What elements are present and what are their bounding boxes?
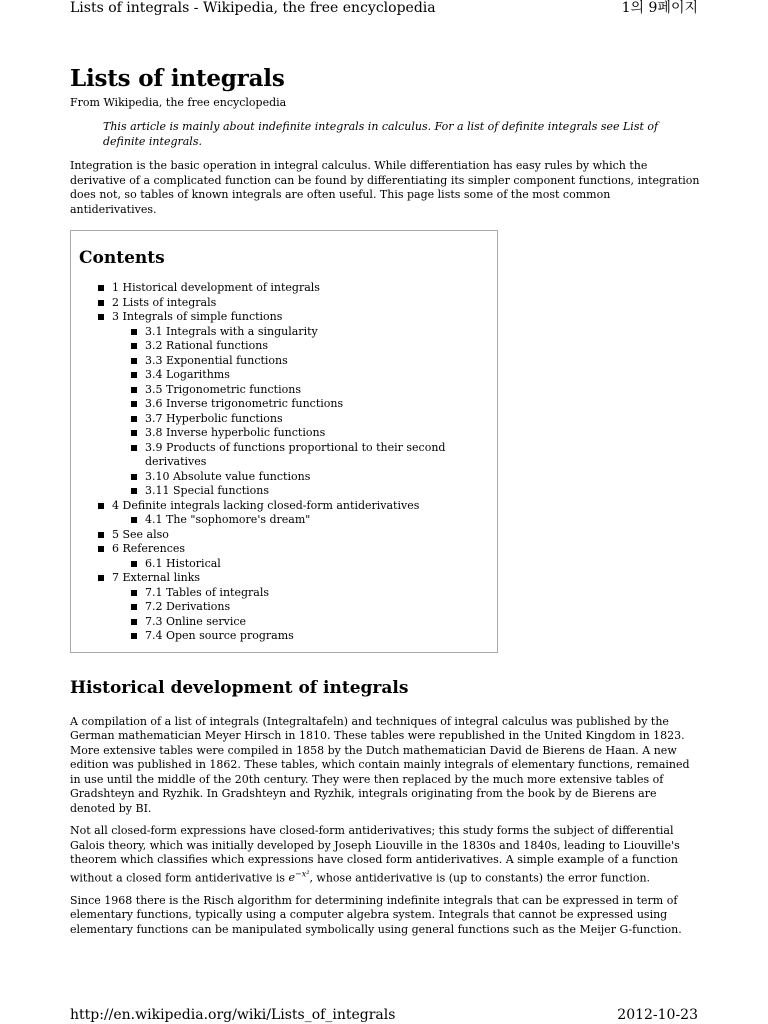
- toc-item[interactable]: 5 See also: [98, 528, 489, 543]
- toc-item[interactable]: 2 Lists of integrals: [98, 296, 489, 311]
- print-footer-date: 2012-10-23: [617, 1007, 698, 1023]
- toc-item[interactable]: 4 Definite integrals lacking closed-form antiderivatives: [98, 499, 489, 514]
- toc-item[interactable]: 6.1 Historical: [131, 557, 489, 572]
- intro-paragraph: Integration is the basic operation in integral calculus. While differentiation has easy rules by which the derivative of a complicated function can be found by differentiating its simpler component functions, integration does not, so tables of known integrals are often useful. This page lists some of the most common antiderivatives.: [70, 159, 700, 216]
- section-paragraph: Since 1968 there is the Risch algorithm for determining indefinite integrals that can be expressed in term of elementary functions, typically using a computer algebra system. Integrals that cannot be expressed using elementary functions can be manipulated symbolically using general functions such as the Meijer G-function.: [70, 893, 682, 936]
- toc-item[interactable]: 3.8 Inverse hyperbolic functions: [131, 426, 489, 441]
- print-header-page-number: 1의 9페이지: [621, 0, 698, 16]
- toc-item[interactable]: 3.9 Products of functions proportional to their second derivatives: [131, 441, 489, 470]
- print-footer-url: http://en.wikipedia.org/wiki/Lists_of_integrals: [70, 1007, 396, 1023]
- toc-item[interactable]: 3.5 Trigonometric functions: [131, 383, 489, 398]
- math-base: e: [288, 871, 296, 885]
- toc-item[interactable]: 7.2 Derivations: [131, 600, 489, 615]
- toc-item[interactable]: 3.10 Absolute value functions: [131, 470, 489, 485]
- toc-list: [79, 281, 489, 644]
- site-tagline: From Wikipedia, the free encyclopedia: [70, 96, 287, 109]
- toc-item[interactable]: 6 References: [98, 542, 489, 557]
- toc-item[interactable]: 1 Historical development of integrals: [98, 281, 489, 296]
- print-header-title: Lists of integrals - Wikipedia, the free encyclopedia: [70, 0, 436, 16]
- section-paragraph: A compilation of a list of integrals (Integraltafeln) and techniques of integral calculus was published by the German mathematician Meyer Hirsch in 1810. These tables were republished in the United Kingdom in 1823. More extensive tables were compiled in 1858 by the Dutch mathematician David de Bierens de Haan. A new edition was published in 1862. These tables, which contain mainly integrals of elementary functions, remained in use until the middle of the 20th century. They were then replaced by the much more extensive tables of Gradshteyn and Ryzhik. In Gradshteyn and Ryzhik, integrals originating from the book by de Bierens are denoted by BI.: [70, 714, 690, 815]
- toc-item[interactable]: 7 External links: [98, 571, 489, 586]
- toc-item[interactable]: 7.3 Online service: [131, 615, 489, 630]
- toc-item[interactable]: 3.7 Hyperbolic functions: [131, 412, 489, 427]
- toc-item[interactable]: 7.4 Open source programs: [131, 629, 489, 644]
- toc-item[interactable]: 3.11 Special functions: [131, 484, 489, 499]
- section-heading-historical: Historical development of integrals: [70, 677, 409, 698]
- paragraph-text: Not all closed-form expressions have closed-form antiderivatives; this study forms the subject of differential Galois theory, which was initially developed by Joseph Liouville in the 1830s and 1840s, leading to Liouville's theorem which classifies which expressions have closed form antiderivatives. A simple example of a function without a closed form antiderivative is: [70, 824, 680, 885]
- toc-title: Contents: [79, 248, 165, 268]
- article-content: [70, 64, 700, 945]
- math-expression: [289, 871, 310, 884]
- toc-item[interactable]: 3.6 Inverse trigonometric functions: [131, 397, 489, 412]
- hatnote: This article is mainly about indefinite integrals in calculus. For a list of definite integrals see List of definite integrals.: [103, 120, 659, 148]
- math-exponent: −x²: [295, 869, 310, 879]
- toc-item[interactable]: 3.3 Exponential functions: [131, 354, 489, 369]
- toc-item[interactable]: 4.1 The "sophomore's dream": [131, 513, 489, 528]
- toc-item[interactable]: 7.1 Tables of integrals: [131, 586, 489, 601]
- paragraph-text: , whose antiderivative is (up to constants) the error function.: [309, 871, 651, 885]
- toc-item[interactable]: 3.2 Rational functions: [131, 339, 489, 354]
- section-paragraph: [70, 824, 700, 886]
- table-of-contents: [70, 230, 498, 653]
- toc-item[interactable]: 3 Integrals of simple functions: [98, 310, 489, 325]
- page-title: Lists of integrals: [70, 65, 285, 92]
- toc-item[interactable]: 3.1 Integrals with a singularity: [131, 325, 489, 340]
- toc-item[interactable]: 3.4 Logarithms: [131, 368, 489, 383]
